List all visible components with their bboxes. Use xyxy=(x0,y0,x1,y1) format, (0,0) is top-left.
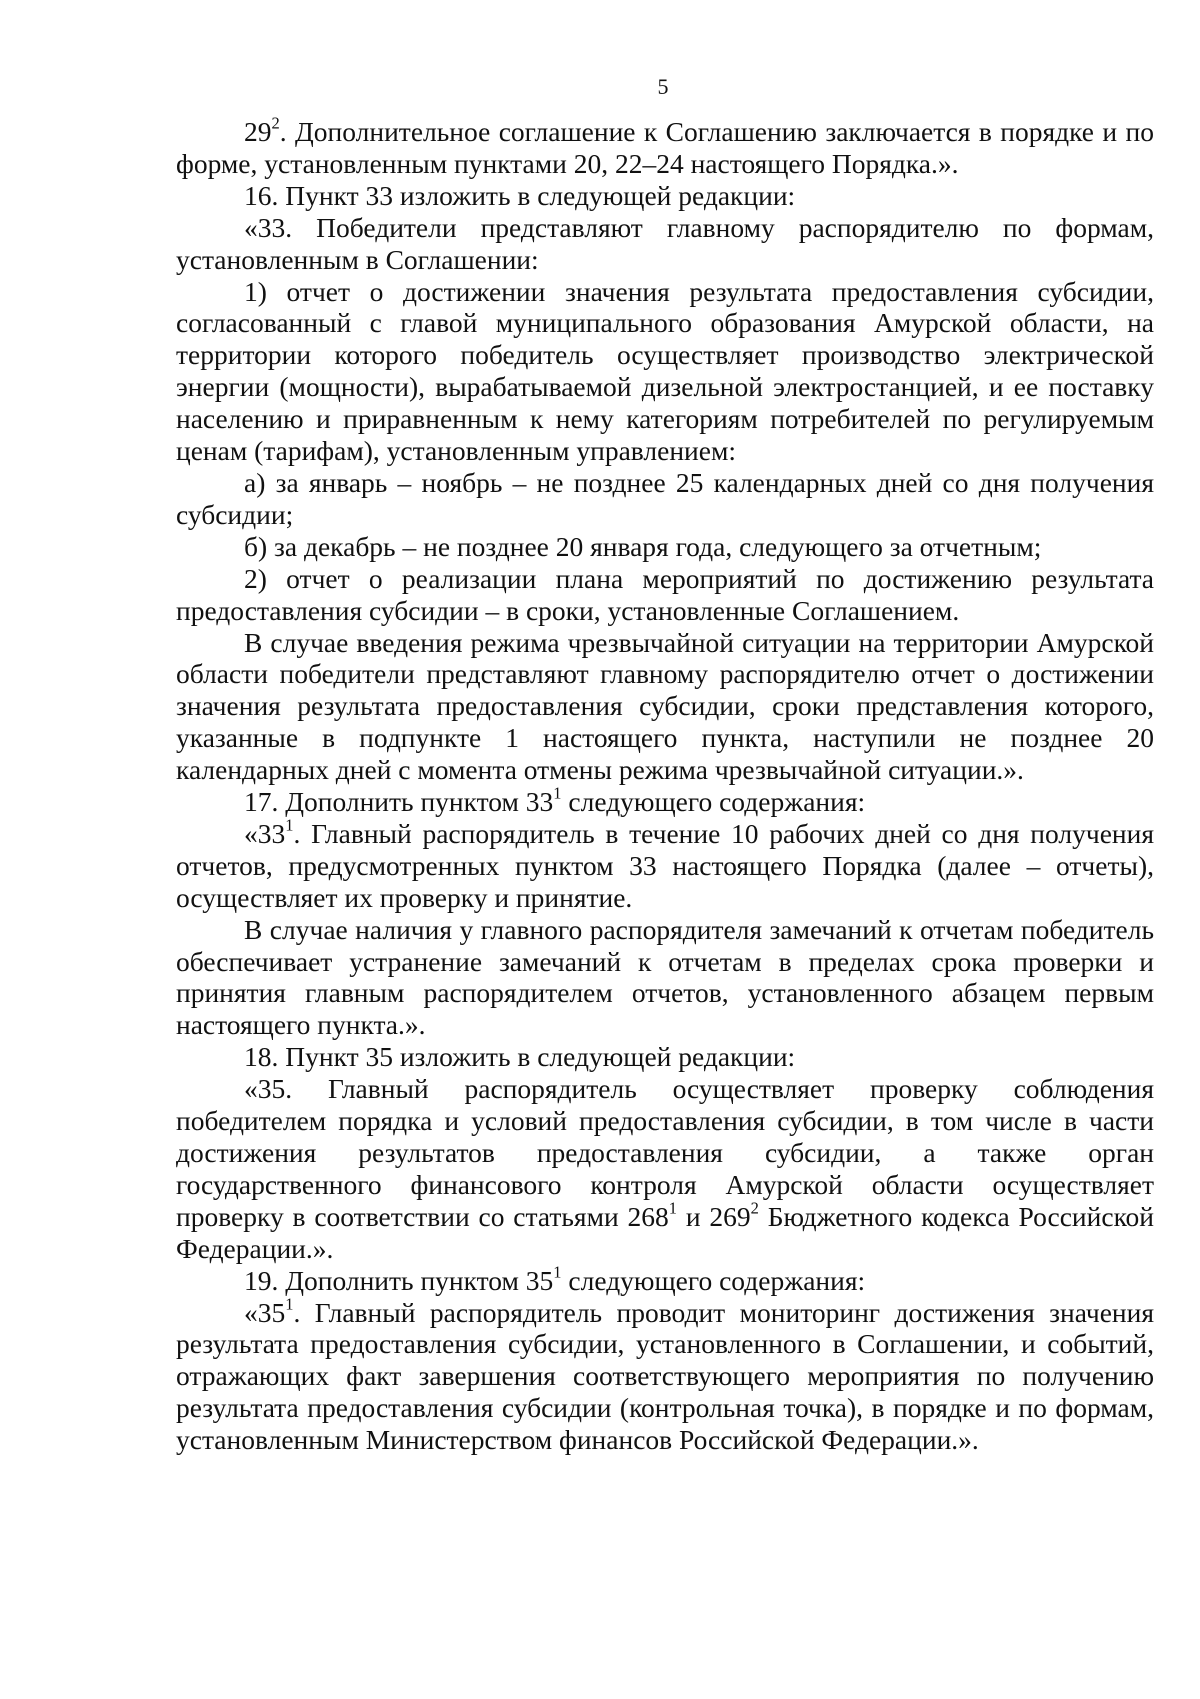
paragraph-item-16: 16. Пункт 33 изложить в следующей редакции: xyxy=(244,179,796,211)
paragraph-29-2: $29^2$. Дополнительное соглашение к Соглашению заключается в порядке и по форме, установленным пунктами 20, 22–24 настоящего Порядка.». xyxy=(176,113,1154,179)
paragraph-35-1: «$35^1$. Главный распорядитель проводит мониторинг достижения значения результата предоставления субсидии, установленного в Соглашении, и событий, отражающих факт завершения соответствующего мероприятия по получению результата предоставления субсидии (контрольная точка), в порядке и по формам, установленным Министерством финансов Российской Федерации.». xyxy=(176,1294,1154,1456)
paragraph-33-sub-2: 2) отчет о реализации плана мероприятий по достижению результата предоставления субсидии – в сроки, установленные Соглашением. xyxy=(176,562,1154,626)
paragraph-33-sub-1b: б) за декабрь – не позднее 20 января года, следующего за отчетным; xyxy=(244,530,1042,562)
paragraph-35: «35. Главный распорядитель осуществляет проверку соблюдения победителем порядка и условий предоставления субсидии, в том числе в части достижения результатов предоставления субсидии, а также орган государственного финансового контроля Амурской области осуществляет проверку в соответствии со статьями $268^1$ и $269^2$ Бюджетного кодекса Российской Федерации.». xyxy=(176,1073,1154,1264)
paragraph-item-17: 17. Дополнить пунктом $33^1$ следующего содержания: xyxy=(244,783,866,818)
page-number: 5 xyxy=(657,74,669,99)
paragraph-item-19: 19. Дополнить пунктом $35^1$ следующего содержания: xyxy=(244,1262,866,1296)
paragraph-33: «33. Победители представляют главному распорядителю по формам, установленным в Соглашении: xyxy=(176,211,1154,275)
paragraph-33-1: «$33^1$. Главный распорядитель в течение 10 рабочих дней со дня получения отчетов, предусмотренных пунктом 33 настоящего Порядка (далее – отчеты), осуществляет их проверку и принятие. xyxy=(176,815,1154,913)
document-body xyxy=(176,113,1154,1456)
paragraph-item-18: 18. Пункт 35 изложить в следующей редакции: xyxy=(244,1041,796,1073)
paragraph-remarks: В случае наличия у главного распорядителя замечаний к отчетам победитель обеспечивает устранение замечаний к отчетам в пределах срока проверки и принятия главным распорядителем отчетов, установленного абзацем первым настоящего пункта.». xyxy=(176,913,1154,1041)
paragraph-33-sub-1a: а) за январь – ноябрь – не позднее 25 календарных дней со дня получения субсидии; xyxy=(176,466,1154,530)
paragraph-33-sub-1: 1) отчет о достижении значения результата предоставления субсидии, согласованный с главой муниципального образования Амурской области, на территории которого победитель осуществляет производство электрической энергии (мощности), вырабатываемой дизельной электростанцией, и ее поставку населению и приравненным к нему категориям потребителей по регулируемым ценам (тарифам), установленным управлением: xyxy=(176,275,1154,467)
paragraph-emergency: В случае введения режима чрезвычайной ситуации на территории Амурской области победители представляют главному распорядителю отчет о достижении значения результата предоставления субсидии, сроки представления которого, указанные в подпункте 1 настоящего пункта, наступили не позднее 20 календарных дней с момента отмены режима чрезвычайной ситуации.». xyxy=(176,626,1154,786)
